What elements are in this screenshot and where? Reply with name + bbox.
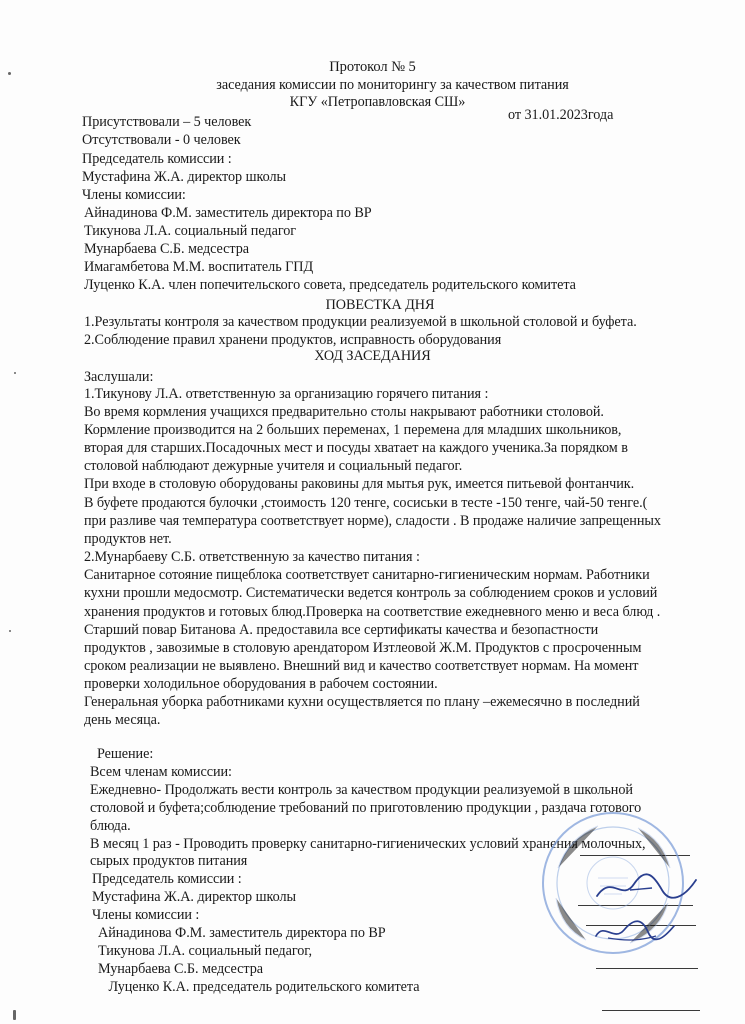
member-line: Тикунова Л.А. социальный педагог (84, 223, 297, 239)
sign-member: Луценко К.А. председатель родительского комитета (98, 979, 420, 995)
report-line: кухни прошли медосмотр. Систематически ведется контроль за соблюдением сроков и условий (84, 585, 658, 601)
report-line: хранения продуктов и готовых блюд.Проверка на соответствие ежедневного меню и веса блюд . (84, 604, 661, 620)
sign-members-heading: Члены комиссии : (92, 907, 200, 923)
member-line: Луценко К.А. член попечительского совета, председатель родительского комитета (84, 277, 576, 293)
present-count: Присутствовали – 5 человек (82, 114, 252, 130)
signature-chair-icon (592, 868, 702, 908)
report-line: вторая для старших.Посадочных мест и посуды хватает на каждого ученика.За порядком в (84, 440, 628, 456)
signature-member-icon (590, 912, 680, 948)
decision-heading: Решение: (90, 746, 154, 762)
scan-speck (14, 372, 16, 374)
scan-speck (9, 630, 11, 632)
member-line: Мунарбаева С.Б. медсестра (84, 241, 249, 257)
organization-name: КГУ «Петропавловская СШ» (289, 94, 466, 110)
protocol-title: Протокол № 5 (329, 59, 416, 75)
absent-count: Отсутствовали - 0 человек (82, 132, 241, 148)
report-line: проверки холодильное оборудования в рабочем состоянии. (84, 676, 438, 692)
sign-member: Мунарбаева С.Б. медсестра (98, 961, 263, 977)
report-line: Санитарное сотояние пищеблока соответствует санитарно-гигиеническим нормам. Работники (84, 567, 650, 583)
signature-line (596, 968, 698, 969)
decision-line: блюда. (90, 818, 131, 834)
report-line: день месяца. (84, 712, 161, 728)
sign-member: Айнадинова Ф.М. заместитель директора по ВР (98, 925, 386, 941)
decision-to-all: Всем членам комиссии: (90, 764, 232, 780)
protocol-subtitle: заседания комиссии по мониторингу за качеством питания (216, 77, 569, 93)
sign-member: Тикунова Л.А. социальный педагог, (98, 943, 312, 959)
report-line: В буфете продаются булочки ,стоимость 120 тенге, сосиськи в тесте -150 тенге, чай-50 тенге.( (84, 495, 648, 511)
decision-line: столовой и буфета;соблюдение требований по приготовлению продукции , раздача готового (90, 800, 642, 816)
member-line: Айнадинова Ф.М. заместитель директора по ВР (84, 205, 372, 221)
decision-line: сырых продуктов питания (90, 853, 248, 869)
report-line: Кормление производится на 2 больших переменах, 1 перемена для младших школьников, (84, 422, 622, 438)
report-line: при разливе чая температура соответствует норме), сладости . В продаже наличие запрещенных (84, 513, 661, 529)
chair-name: Мустафина Ж.А. директор школы (82, 169, 286, 185)
scan-speck (8, 72, 11, 75)
speaker-2: 2.Мунарбаеву С.Б. ответственную за качество питания : (84, 549, 420, 565)
agenda-heading: ПОВЕСТКА ДНЯ (325, 297, 435, 313)
report-line: столовой наблюдают дежурные учителя и социальный педагог. (84, 458, 463, 474)
decision-line: В месяц 1 раз - Проводить проверку санитарно-гигиенических условий хранения молочных, (90, 836, 646, 852)
report-line: продуктов , завозимые в столовую арендатором Изтлеовой Ж.М. Продуктов с просроченным (84, 640, 642, 656)
agenda-item: 2.Соблюдение правил хранени продуктов, исправность оборудования (84, 332, 502, 348)
signature-line (602, 1010, 700, 1011)
members-heading: Члены комиссии: (82, 187, 186, 203)
sign-chair-name: Мустафина Ж.А. директор школы (92, 889, 296, 905)
agenda-item: 1.Результаты контроля за качеством продукции реализуемой в школьной столовой и буфета. (84, 314, 637, 330)
proceedings-heading: ХОД ЗАСЕДАНИЯ (314, 348, 431, 364)
member-line: Имагамбетова М.М. воспитатель ГПД (84, 259, 314, 275)
heard-label: Заслушали: (84, 369, 154, 385)
speaker-1: 1.Тикунову Л.А. ответственную за организацию горячего питания : (84, 386, 489, 402)
protocol-date: от 31.01.2023года (508, 107, 614, 123)
report-line: Старший повар Битанова А. предоставила все сертификаты качества и безопастности (84, 622, 599, 638)
sign-chair-heading: Председатель комиссии : (92, 871, 242, 887)
report-line: Генеральная уборка работниками кухни осуществляется по плану –ежемесячно в последний (84, 694, 640, 710)
report-line: При входе в столовую оборудованы раковины для мытья рук, имеется питьевой фонтанчик. (84, 476, 635, 492)
decision-line: Ежедневно- Продолжать вести контроль за качеством продукции реализуемой в школьной (90, 782, 633, 798)
report-line: продуктов нет. (84, 531, 172, 547)
scan-speck (13, 1010, 16, 1020)
chair-heading: Председатель комиссии : (82, 151, 232, 167)
report-line: сроком реализации не выявлено. Внешний вид и качество соответствует нормам. На момент (84, 658, 639, 674)
report-line: Во время кормления учащихся предварительно столы накрывают работники столовой. (84, 404, 604, 420)
